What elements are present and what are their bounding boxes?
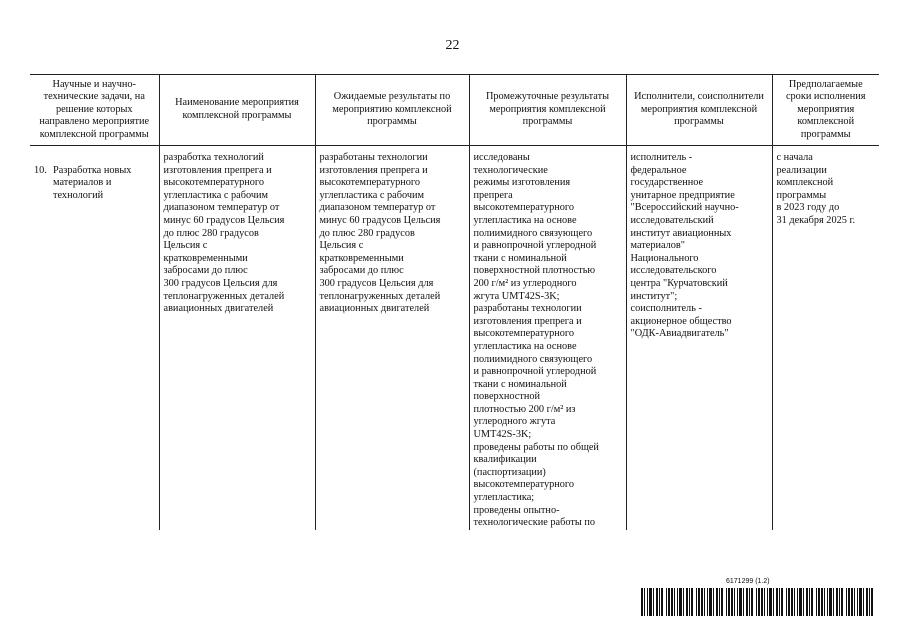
barcode-bar (689, 588, 690, 616)
barcode-bar (668, 588, 670, 616)
barcode-bar (683, 588, 684, 616)
barcode-bar (821, 588, 823, 616)
barcode-bar (713, 588, 714, 616)
barcode (641, 588, 875, 616)
barcode-bar (809, 588, 810, 616)
barcode-bar (799, 588, 802, 616)
barcode-bar (707, 588, 708, 616)
barcode-bar (761, 588, 763, 616)
barcode-bar (811, 588, 813, 616)
barcode-bar (696, 588, 697, 616)
barcode-bar (691, 588, 693, 616)
barcode-bar (701, 588, 703, 616)
barcode-bar (653, 588, 654, 616)
barcode-bar (647, 588, 648, 616)
barcode-bar (731, 588, 733, 616)
barcode-bar (739, 588, 742, 616)
barcode-bar (758, 588, 760, 616)
program-table (30, 74, 879, 530)
barcode-bar (671, 588, 673, 616)
barcode-bar (656, 588, 658, 616)
barcode-bar (756, 588, 757, 616)
barcode-bar (719, 588, 720, 616)
barcode-bar (686, 588, 688, 616)
barcode-bar (869, 588, 870, 616)
table-row (30, 146, 879, 530)
barcode-bar (666, 588, 667, 616)
cell-measure: разработка технологий изготовления препрега и высокотемпературного углепластика с рабочим диапазоном температур от минус 60 градусов Цельсия до плюс 280 градусов Цельсия с кратковременными забросами до плюс 300 градусов Цельсия для теплонагруженных деталей авиационных двигателей (159, 146, 315, 530)
barcode-bar (716, 588, 718, 616)
barcode-bar (833, 588, 834, 616)
header-tasks: Научные и научно-технические задачи, на решение которых направлено мероприятие комплексной программы (30, 75, 159, 146)
barcode-bar (751, 588, 753, 616)
barcode-bar (776, 588, 778, 616)
barcode-bar (767, 588, 768, 616)
barcode-bar (746, 588, 748, 616)
barcode-bar (863, 588, 864, 616)
barcode-bar (794, 588, 795, 616)
barcode-bar (806, 588, 808, 616)
document-code: 6171299 (1.2) (726, 578, 770, 585)
header-expected: Ожидаемые результаты по мероприятию комплексной программы (315, 75, 469, 146)
barcode-bar (829, 588, 832, 616)
barcode-bar (644, 588, 645, 616)
barcode-bar (803, 588, 804, 616)
barcode-bar (797, 588, 798, 616)
barcode-bar (659, 588, 660, 616)
barcode-bar (851, 588, 853, 616)
page-number: 22 (445, 38, 460, 53)
barcode-bar (721, 588, 723, 616)
barcode-bar (857, 588, 858, 616)
header-measure: Наименование мероприятия комплексной программы (159, 75, 315, 146)
cell-task (30, 146, 159, 530)
barcode-bar (677, 588, 678, 616)
barcode-bar (824, 588, 825, 616)
barcode-bar (841, 588, 843, 616)
barcode-bar (734, 588, 735, 616)
barcode-bar (698, 588, 700, 616)
cell-intermediate: исследованы технологические режимы изготовления препрега высокотемпературного углепластика на основе полиимидного связующего и равнопрочной углеродной ткани с номинальной поверхностной плотностью 200 г/м² из углеродного жгута UMT42S-3K; разработаны технологии изготовления препрега и высокотемпературного углепластика на основе полиимидного связующего и равнопрочной углеродной ткани с номинальной поверхностной плотностью 200 г/м² из углеродного жгута UMT42S-3K; проведены работы по общей квалификации (паспортизации) высокотемпературного углепластика; проведены опытно- технологические работы по (469, 146, 626, 530)
barcode-bar (818, 588, 820, 616)
cell-executors: исполнитель - федеральное государственное унитарное предприятие "Всероссийский научно- исследовательский институт авиационных материалов" Национального исследовательского центра "Курчатовский институт"; соисполнитель - акционерное общество "ОДК-Авиадвигатель" (626, 146, 772, 530)
barcode-bar (649, 588, 652, 616)
barcode-bar (726, 588, 727, 616)
barcode-bar (781, 588, 783, 616)
barcode-bar (848, 588, 850, 616)
barcode-bar (728, 588, 730, 616)
barcode-bar (769, 588, 772, 616)
barcode-bar (674, 588, 675, 616)
barcode-bar (661, 588, 663, 616)
cell-deadline: с начала реализации комплексной программы в 2023 году до 31 декабря 2025 г. (776, 152, 856, 226)
barcode-bar (704, 588, 705, 616)
cell-expected: разработаны технологии изготовления препрега и высокотемпературного углепластика с рабочим диапазоном температур от минус 60 градусов Цельсия до плюс 280 градусов Цельсия с кратковременными забросами до плюс 300 градусов Цельсия для теплонагруженных деталей авиационных двигателей (315, 146, 469, 530)
barcode-bar (871, 588, 873, 616)
barcode-bar (709, 588, 712, 616)
barcode-bar (859, 588, 862, 616)
header-intermediate: Промежуточные результаты мероприятия комплексной программы (469, 75, 626, 146)
barcode-bar (773, 588, 774, 616)
barcode-bar (749, 588, 750, 616)
barcode-bar (816, 588, 817, 616)
barcode-bar (791, 588, 793, 616)
header-executors: Исполнители, соисполнители мероприятия комплексной программы (626, 75, 772, 146)
barcode-bar (788, 588, 790, 616)
barcode-bar (779, 588, 780, 616)
barcode-bar (764, 588, 765, 616)
barcode-bar (854, 588, 855, 616)
row-number: 10. (34, 164, 47, 176)
barcode-bar (743, 588, 744, 616)
barcode-bar (641, 588, 643, 616)
barcode-bar (737, 588, 738, 616)
barcode-bar (866, 588, 868, 616)
barcode-bar (786, 588, 787, 616)
barcode-bar (679, 588, 682, 616)
barcode-bar (827, 588, 828, 616)
barcode-bar (836, 588, 838, 616)
barcode-bar (846, 588, 847, 616)
table-header-row (30, 75, 879, 146)
row-task: Разработка новых материалов и технологий (53, 164, 132, 201)
barcode-bar (839, 588, 840, 616)
header-deadline: Предполагаемые сроки исполнения мероприятия комплексной программы (772, 75, 879, 146)
